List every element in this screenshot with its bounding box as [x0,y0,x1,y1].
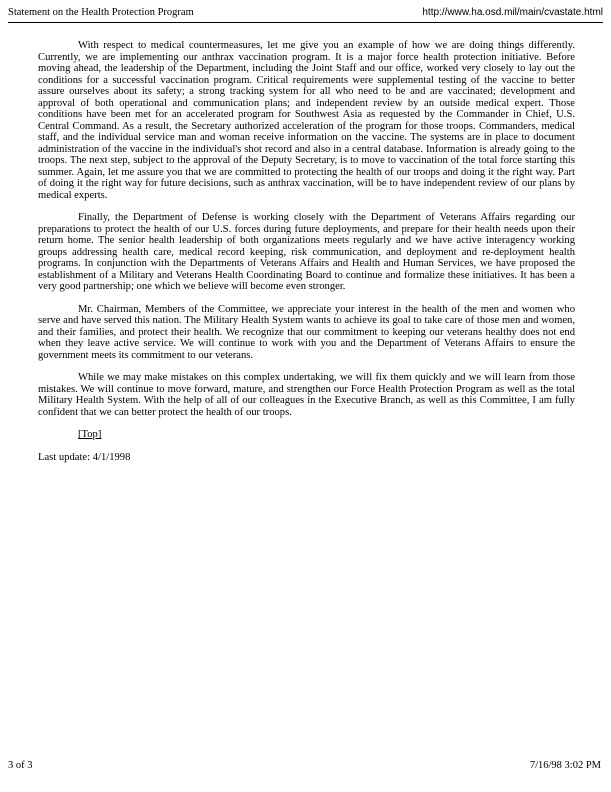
paragraph-committee-commitment: Mr. Chairman, Members of the Committee, we appreciate your interest in the health of the men and women who serve and have served this nation. The Military Health System wants to achieve its goal to take care of those men and women, and their families, and protect their health. We recognize that our commitment to keeping our veterans healthy does not end when they leave active service. We will continue to work with you and the Department of Veterans Affairs to ensure the government meets its commitment to our veterans. [38,303,575,361]
print-timestamp: 7/16/98 3:02 PM [529,760,601,771]
page-number: 3 of 3 [8,760,33,771]
top-link[interactable]: [Top] [78,429,102,440]
header-divider [8,22,603,23]
paragraph-veterans-affairs: Finally, the Department of Defense is working closely with the Department of Veterans Affairs regarding our preparations to protect the health of our U.S. forces during future deployments, and prepare for their health needs upon their return home. The senior health leadership of both organizations meets regularly and we have active interagency working groups addressing health care, medical record keeping, risk communication, and deployment and re-deployment health programs. In conjunction with the Departments of Veterans Affairs and Health and Human Services, we have proposed the establishment of a Military and Veterans Health Coordinating Board to continue and formalize these initiatives. It has been a very good partnership; one which we believe will become even stronger. [38,212,575,292]
document-title: Statement on the Health Protection Program [8,7,194,18]
document-body [38,40,575,463]
document-url: http://www.ha.osd.mil/main/cvastate.html [422,7,603,18]
paragraph-anthrax-program: With respect to medical countermeasures, let me give you an example of how we are doing things differently. Currently, we are implementing our anthrax vaccination program. It is a major force health protection initiative. Before moving ahead, the leadership of the Department, including the Joint Staff and our office, worked very closely to lay out the conditions for a successful vaccination program. Critical requirements were supplemental testing of the vaccine to better assure ourselves about its safety; a strong tracking system for all who need to be and are vaccinated; development and approval of both operational and communication plans; and independent review by an outside medical expert. Those conditions have been met for an accelerated program for Southwest Asia as requested by the Commander in Chief, U.S. Central Command. As a result, the Secretary authorized acceleration of the program for those troops. Commanders, medical staff, and the individual service man and woman receive information on the vaccine. The systems are in place to document administration of the vaccine in the individual's shot record and also in a central database. Information is already going to the troops. The next step, subject to the approval of the Deputy Secretary, is to move to vaccination of the total force starting this summer. Again, let me assure you that we are committed to protecting the health of our troops and doing it the right way. Part of doing it the right way for future decisions, such as anthrax vaccination, will be to have independent review of our plans by medical experts. [38,40,575,201]
last-update-text: Last update: 4/1/1998 [38,451,131,463]
page-header [0,0,611,19]
top-link-line [38,429,575,441]
paragraph-closing: While we may make mistakes on this complex undertaking, we will fix them quickly and we will learn from those mistakes. We will continue to move forward, mature, and strengthen our Force Health Protection Program as well as the total Military Health System. With the help of all of our colleagues in the Executive Branch, as well as this Committee, I am fully confident that we can better protect the health of our troops. [38,372,575,418]
